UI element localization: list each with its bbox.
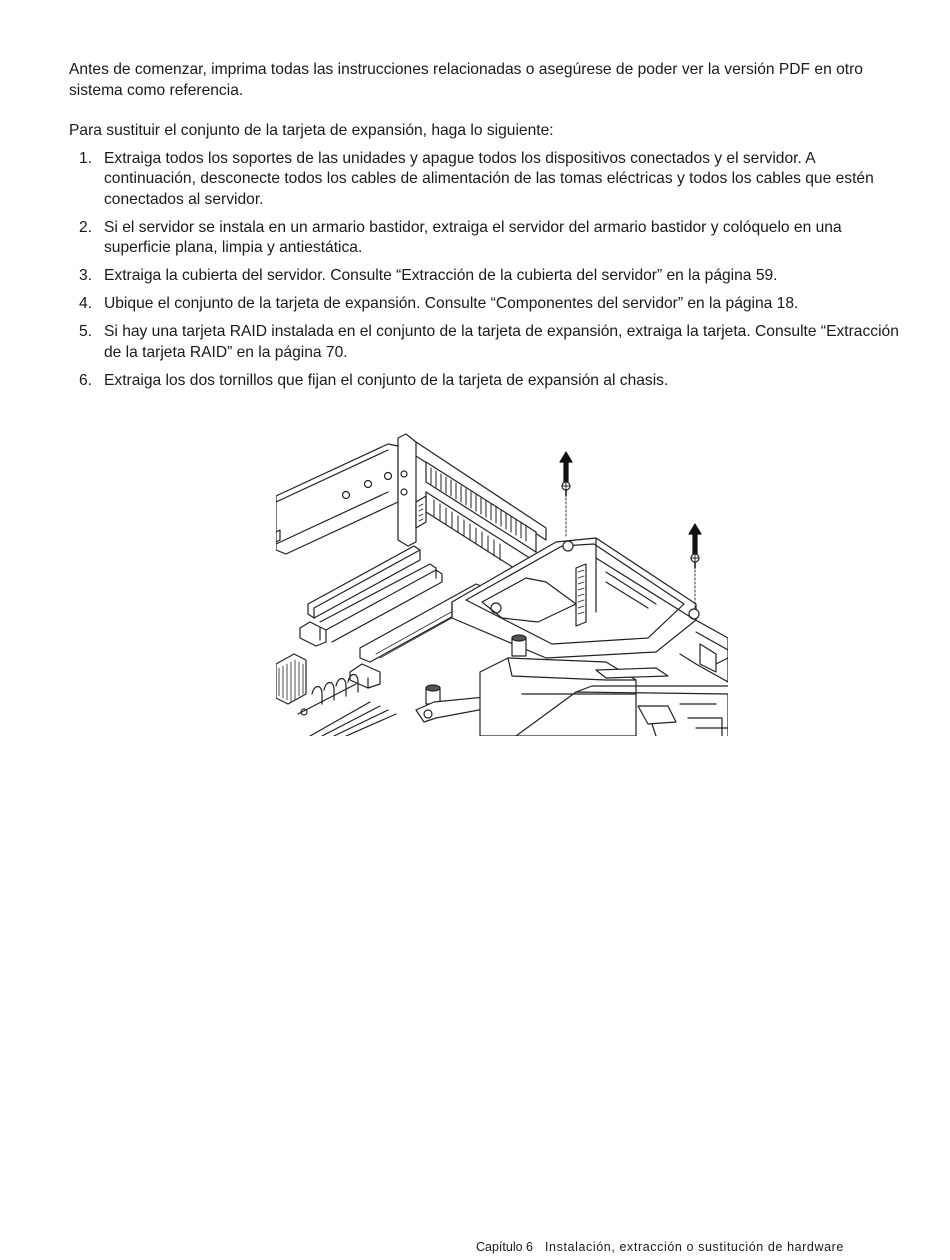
intro-paragraph: Antes de comenzar, imprima todas las instrucciones relacionadas o asegúrese de poder ver la versión PDF en otro sistema como referencia. [69,61,863,99]
step-text: Ubique el conjunto de la tarjeta de expansión. Consulte “Componentes del servidor” en la página 18. [104,295,799,312]
step-item [69,266,899,287]
footer-chapter-title: Instalación, extracción o sustitución de hardware [544,1240,844,1254]
procedure-lead: Para sustituir el conjunto de la tarjeta de expansión, haga lo siguiente: [69,122,554,139]
step-number: 5. [79,323,93,340]
heatsink [276,654,306,704]
step-item [69,294,899,315]
step-number: 1. [79,149,93,167]
riser-assembly-illustration [276,432,728,736]
step-text: Extraiga todos los soportes de las unidades y apague todos los dispositivos conectados y el servidor. A continuación, desconecte todos los cables de alimentación de las tomas eléctricas y todos los cables que estén conectados al servidor. [104,149,874,208]
step-text: Extraiga la cubierta del servidor. Consulte “Extracción de la cubierta del servidor” en la página 59. [104,267,778,284]
page-footer [476,1239,844,1255]
step-number: 4. [79,295,93,312]
step-number: 2. [79,218,93,236]
page-body [69,60,899,399]
procedure-steps [69,149,899,392]
step-item [69,218,899,259]
step-text: Si hay una tarjeta RAID instalada en el conjunto de la tarjeta de expansión, extraiga la tarjeta. Consulte “Extracción de la tarjeta RAID” en la página 70. [104,323,899,361]
step-item [69,322,899,363]
step-number: 6. [79,371,93,389]
step-text: Si el servidor se instala en un armario bastidor, extraiga el servidor del armario bastidor y colóquelo en una superficie plana, limpia y antiestática. [104,218,842,256]
drive-cage [480,658,728,736]
screw-right [689,524,701,608]
step-item [69,371,899,392]
step-item [69,149,899,211]
riser-top-plate [452,538,699,658]
chassis-wall [276,444,398,554]
screw-left [560,452,572,538]
step-number: 3. [79,267,93,284]
memory-slots [298,675,396,737]
footer-chapter: Capítulo 6 [476,1240,533,1254]
step-text: Extraiga los dos tornillos que fijan el conjunto de la tarjeta de expansión al chasis. [104,371,669,389]
